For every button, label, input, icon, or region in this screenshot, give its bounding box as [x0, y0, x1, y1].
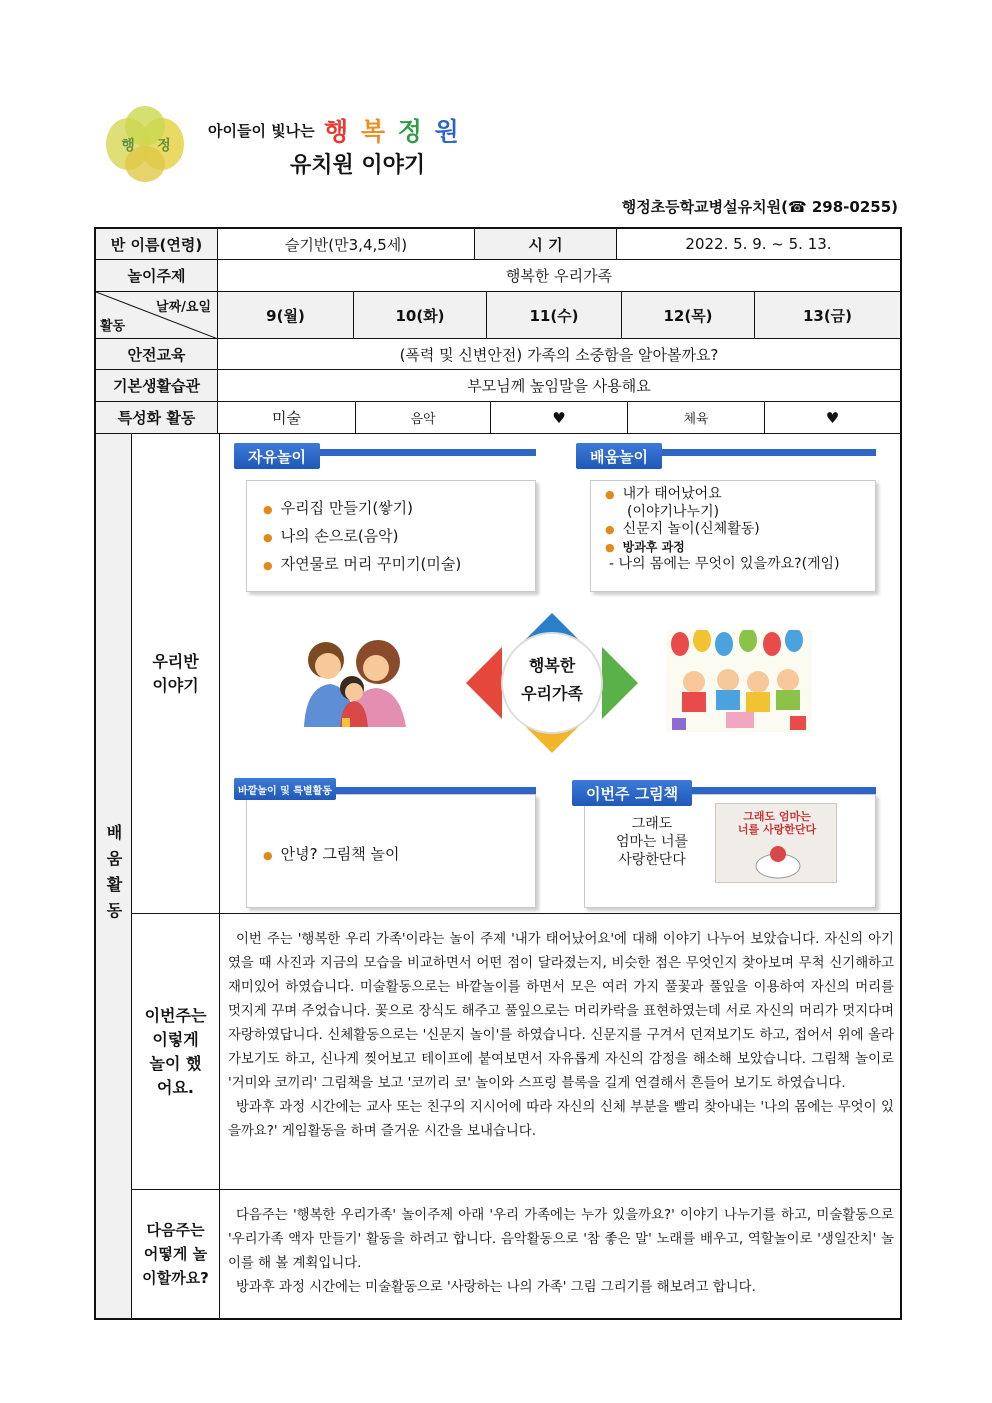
- theme-diamond-text: [504, 652, 600, 708]
- day-wed: 11(수): [487, 292, 622, 338]
- bullet-icon: ●: [263, 531, 273, 544]
- story-content: [220, 434, 900, 913]
- this-week-p2: 방과후 과정 시간에는 교사 또는 친구의 지시어에 따라 자신의 신체 부분을 빨리 찾아내는 '나의 몸에는 무엇이 있을까요?' 게임활동을 하며 즐거운 시간을 보내습니다.: [228, 1100, 894, 1139]
- list-item-sub: (이야기나누기): [627, 503, 720, 520]
- bullet-icon: ●: [263, 559, 273, 572]
- day-tue: 10(화): [354, 292, 487, 338]
- class-label: 반 이름(연령): [96, 229, 218, 259]
- next-week-label: 다음주는 어떻게 놀이할까요?: [132, 1190, 220, 1318]
- diamond-line1: 행복한: [528, 656, 576, 675]
- page-subtitle: 유치원 이야기: [290, 153, 426, 178]
- bullet-icon: ●: [605, 488, 615, 501]
- special-fri: ♥: [825, 408, 840, 427]
- list-item: ● 자연물로 머리 꾸미기(미술): [263, 555, 462, 573]
- tagline: 아이들이 빛나는: [208, 122, 315, 140]
- days-row: [96, 292, 900, 339]
- safety-value: (폭력 및 신변안전) 가족의 소중함을 알아볼까요?: [399, 345, 719, 364]
- story-section: [132, 434, 900, 914]
- learning-play-panel: [590, 480, 876, 592]
- habit-value: 부모님께 높임말을 사용해요: [467, 377, 651, 395]
- special-mon: 미술: [218, 402, 356, 433]
- brand-char: 행: [324, 117, 351, 146]
- kindergarten-logo: [104, 104, 186, 184]
- list-item: ● 내가 태어났어요: [605, 486, 722, 502]
- activity-header: 활동: [100, 319, 126, 334]
- book-cover-title: 그래도 엄마는 너를 사랑한단다: [737, 810, 817, 836]
- outdoor-panel: [246, 794, 536, 908]
- this-week-section: [132, 914, 900, 1190]
- next-week-p1: 다음주는 '행복한 우리가족' 놀이주제 아래 '우리 가족에는 누가 있을까요?' 이야기 나누기를 하고, 미술활동으로 '우리가족 액자 만들기' 활동을 하려고 합니다. 음악활동으로 '참 좋은 말' 노래를 배우고, 역할놀이로 '생일잔치' 놀이를 해 볼 계획입니다.: [228, 1208, 894, 1271]
- logo-left-char: 행: [121, 138, 135, 154]
- activity-section-label: 배움활동: [96, 434, 132, 1318]
- period-label: 시 기: [475, 229, 617, 259]
- book-cover: [715, 803, 837, 883]
- special-label: 특성화 활동: [96, 402, 218, 433]
- this-week-label: 이번주는 이렇게 놀이 했어요.: [132, 914, 220, 1189]
- bullet-icon: ●: [263, 849, 273, 862]
- free-play-tab: 자유놀이: [234, 443, 320, 469]
- story-label: 우리반 이야기: [132, 434, 220, 913]
- day-mon: 9(월): [218, 292, 354, 338]
- special-row: [96, 402, 900, 434]
- book-cover-art: [750, 842, 806, 880]
- day-fri: 13(금): [755, 292, 900, 338]
- list-item-sub: - 나의 몸에는 무엇이 있을까요?(게임): [609, 556, 840, 572]
- class-value: 슬기반(만3,4,5세): [218, 229, 475, 259]
- brand-char: 원: [434, 117, 461, 146]
- brand-char: 복: [360, 117, 388, 146]
- special-wed: ♥: [491, 402, 628, 433]
- school-name: 행정초등학교병설유치원(☎ 298-0255): [621, 198, 898, 216]
- free-play-panel: [246, 480, 536, 592]
- learning-play-tab: 배움놀이: [576, 443, 662, 469]
- theme-label: 놀이주제: [96, 260, 218, 291]
- next-week-content: [220, 1190, 900, 1318]
- learning-play-list: [605, 486, 840, 574]
- list-item: ● 신문지 놀이(신체활동): [605, 521, 760, 537]
- list-item: ● 나의 손으로(음악): [263, 527, 399, 545]
- next-week-paragraph: [220, 1190, 900, 1304]
- habit-row: [96, 370, 900, 402]
- special-thu: 체육: [628, 402, 765, 433]
- party-illustration: [666, 630, 812, 732]
- class-row: [96, 229, 900, 260]
- theme-value: 행복한 우리가족: [505, 267, 613, 285]
- brand-title: [324, 112, 461, 148]
- this-week-paragraph: [220, 914, 900, 1148]
- bullet-icon: ●: [605, 523, 615, 536]
- special-tue: 음악: [356, 402, 491, 433]
- outdoor-item: ● 안녕? 그림책 놀이: [263, 845, 400, 863]
- book-panel: [584, 794, 876, 908]
- free-play-list: [263, 495, 461, 579]
- list-item: ● 방과후 과정: [605, 539, 685, 554]
- weekly-table: [94, 227, 902, 1320]
- this-week-content: [220, 914, 900, 1189]
- safety-label: 안전교육: [96, 339, 218, 369]
- outdoor-tab: 바깥놀이 및 특별활동: [234, 778, 336, 800]
- this-week-p1: 이번 주는 '행복한 우리 가족'이라는 놀이 주제 '내가 태어났어요'에 대해 이야기 나누어 보았습니다. 자신의 아기였을 때 사진과 지금의 모습을 비교하면서 어떤 점이 달라졌는지, 비슷한 점은 무엇인지 찾아보며 무척 신기해하고 재미있어 하였습니다. 미술활동으로는 바깥놀이를 하면서 모은 여러 가지 풀꽃과 풀잎을 이용하여 자신의 머리를 멋지게 꾸며 주었습니다. 꽃으로 장식도 해주고 풀잎으로는 머리카락을 표현하였는데 서로 자신의 머리가 멋지다며 자랑하였답니다. 신체활동으로는 '신문지 놀이'를 하였습니다. 신문지를 구겨서 던져보기도 하고, 접어서 위에 올라가보기도 하고, 신나게 찢어보고 테이프에 붙여보면서 자유롭게 자신의 감정을 해소해 보았습니다. 그림책 놀이로 '거미와 코끼리' 그림책을 보고 '코끼리 코' 놀이와 스프링 블록을 길게 연결해서 흔들어 보기도 하였습니다.: [228, 932, 894, 1091]
- next-week-section: [132, 1190, 900, 1318]
- activity-block: [96, 434, 900, 1318]
- date-activity-header: [96, 292, 218, 338]
- period-value: 2022. 5. 9. ~ 5. 13.: [685, 235, 832, 253]
- list-item: ● 우리집 만들기(쌓기): [263, 499, 414, 517]
- diamond-line2: 우리가족: [521, 684, 583, 703]
- safety-row: [96, 339, 900, 370]
- family-illustration: [296, 632, 416, 727]
- habit-label: 기본생활습관: [96, 370, 218, 401]
- brand-char: 정: [397, 117, 424, 146]
- bullet-icon: ●: [605, 540, 615, 554]
- next-week-p2: 방과후 과정 시간에는 미술활동으로 '사랑하는 나의 가족' 그림 그리기를 해보려고 합니다.: [236, 1280, 756, 1295]
- book-text: 그래도 엄마는 너를 사랑한단다: [615, 816, 689, 868]
- book-tab: 이번주 그림책: [572, 780, 692, 806]
- day-thu: 12(목): [622, 292, 755, 338]
- logo-right-char: 정: [157, 138, 171, 154]
- bullet-icon: ●: [263, 503, 273, 516]
- date-header: 날짜/요일: [156, 300, 211, 315]
- theme-row: [96, 260, 900, 292]
